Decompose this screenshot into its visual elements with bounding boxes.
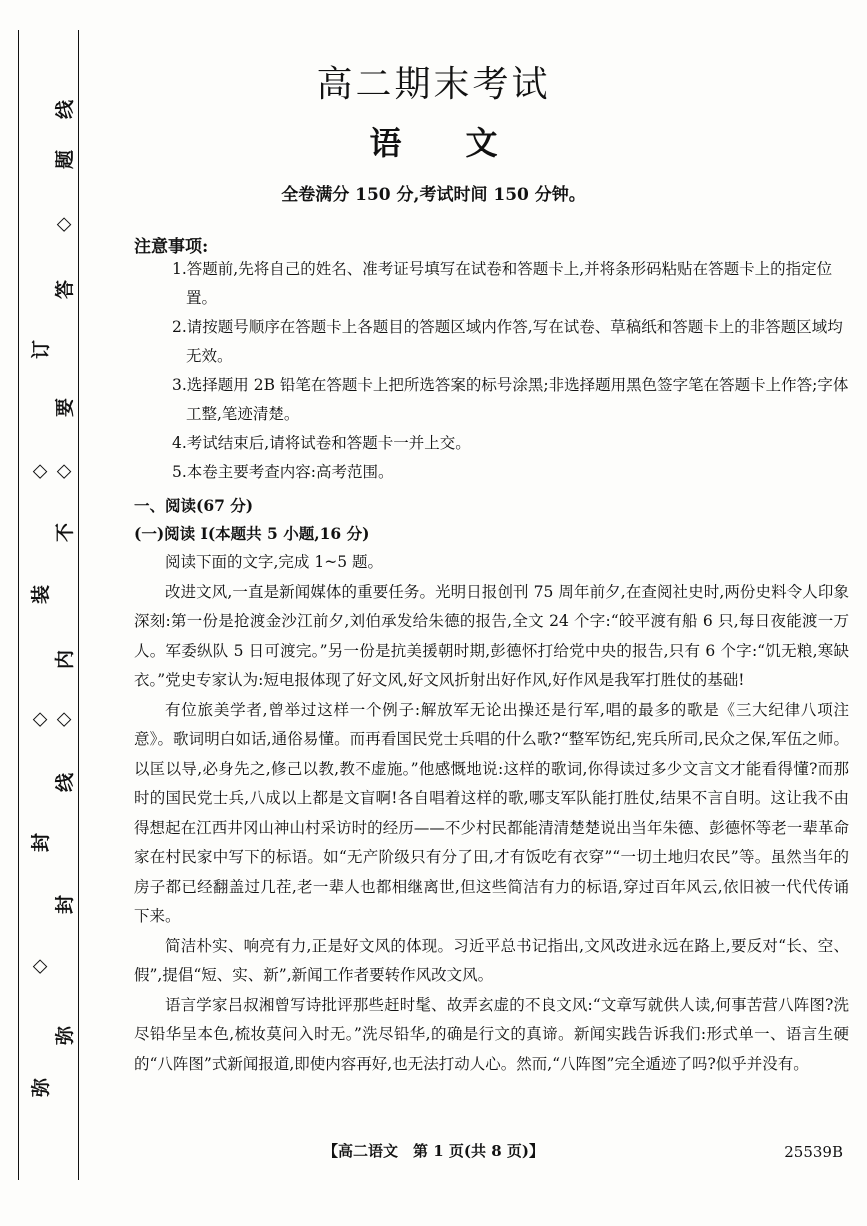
score-line: 全卷满分 150 分,考试时间 150 分钟。 [281, 185, 586, 205]
margin-char: 答 [54, 279, 77, 300]
exam-title: 高二期末考试 [316, 64, 551, 105]
margin-char: 题 [54, 149, 77, 170]
margin-char: 封 [54, 894, 77, 915]
passage-paragraph: 有位旅美学者,曾举过这样一个例子:解放军无论出操还是行军,唱的最多的歌是《三大纪律八项注意》。歌词明白如话,通俗易懂。而再看国民党士兵唱的什么歌?“整军饬纪,宪兵所司,民众之保,军伍之师。以匡以导,必身先之,修己以教,教不虚施。”他感慨地说:这样的歌词,你得读过多少文言文才能看得懂?而那时的国民党士兵,八成以上都是文盲啊!各自唱着这样的歌,哪支军队能打胜仗,结果不言自明。这让我不由得想起在江西井冈山神山村采访时的经历——不少村民都能清清楚楚说出当年朱德、彭德怀等老一辈革命家在村民家中写下的标语。如“无产阶级只有分了田,才有饭吃有衣穿”“一切土地归农民”等。虽然当年的房子都已经翻盖过几茬,老一辈人也都相继离世,但这些简洁有力的标语,穿过百年风云,依旧被一代代传诵下来。 [134, 700, 849, 925]
margin-char: ◇ [51, 217, 74, 232]
subsection-heading: (一)阅读 Ⅰ(本题共 5 小题,16 分) [134, 524, 370, 543]
margin-char: 线 [54, 99, 77, 120]
margin-char: 订 [30, 339, 53, 360]
document-code: 25539B [784, 1143, 843, 1161]
margin-char: 线 [54, 772, 77, 793]
notice-item: 5.本卷主要考查内容:高考范围。 [172, 463, 394, 481]
reading-passage [134, 548, 849, 1079]
notice-item: 1.答题前,先将自己的姓名、准考证号填写在试卷和答题卡上,并将条形码粘贴在答题卡上的指定位置。 [172, 260, 833, 307]
notice-item: 2.请按题号顺序在答题卡上各题目的答题区域内作答,写在试卷、草稿纸和答题卡上的非答题区域均无效。 [172, 318, 843, 365]
margin-char: ◇ [51, 712, 74, 727]
notice-item: 3.选择题用 2B 铅笔在答题卡上把所选答案的标号涂黑;非选择题用黑色签字笔在答题卡上作答;字体工整,笔迹清楚。 [172, 376, 849, 423]
margin-char: 不 [54, 522, 77, 543]
margin-char: 弥 [30, 1077, 53, 1098]
subject-title: 语 文 [369, 124, 498, 162]
margin-char: 封 [30, 832, 53, 853]
section-heading: 一、阅读(67 分) [134, 496, 254, 515]
margin-char: 弥 [54, 1025, 77, 1046]
notice-heading: 注意事项: [134, 237, 209, 257]
margin-char: ◇ [27, 712, 50, 727]
margin-char: ◇ [51, 464, 74, 479]
notice-list [172, 255, 852, 487]
passage-paragraph: 改进文风,一直是新闻媒体的重要任务。光明日报创刊 75 周年前夕,在查阅社史时,两份史料令人印象深刻:第一份是抢渡金沙江前夕,刘伯承发给朱德的报告,全文 24 个字:“皎平渡有船 6 只,每日夜能渡一万人。军委纵队 5 日可渡完。”另一份是抗美援朝时期,彭德怀打给党中央的报告,只有 6 个字:“饥无粮,寒缺衣。”党史专家认为:短电报体现了好文风,好文风折射出好作风,好作风是我军打胜仗的基础! [134, 582, 849, 689]
margin-char: 要 [54, 397, 77, 418]
margin-char: 内 [54, 649, 77, 670]
page-footer: 【高二语文 第 1 页(共 8 页)】 [323, 1142, 544, 1160]
passage-paragraph: 阅读下面的文字,完成 1~5 题。 [165, 553, 383, 571]
margin-char: ◇ [27, 464, 50, 479]
passage-paragraph: 语言学家吕叔湘曾写诗批评那些赶时髦、故弄玄虚的不良文风:“文章写就供人读,何事苦营八阵图?洗尽铅华呈本色,梳妆莫问入时无。”洗尽铅华,的确是行文的真谛。新闻实践告诉我们:形式单一、语言生硬的“八阵图”式新闻报道,即使内容再好,也无法打动人心。然而,“八阵图”完全遁迹了吗?似乎并没有。 [134, 995, 849, 1073]
passage-paragraph: 简洁朴实、响亮有力,正是好文风的体现。习近平总书记指出,文风改进永远在路上,要反对“长、空、假”,提倡“短、实、新”,新闻工作者要转作风改文风。 [134, 936, 849, 984]
notice-item: 4.考试结束后,请将试卷和答题卡一并上交。 [172, 434, 471, 452]
margin-char: ◇ [27, 959, 50, 974]
margin-char: 装 [30, 584, 53, 605]
